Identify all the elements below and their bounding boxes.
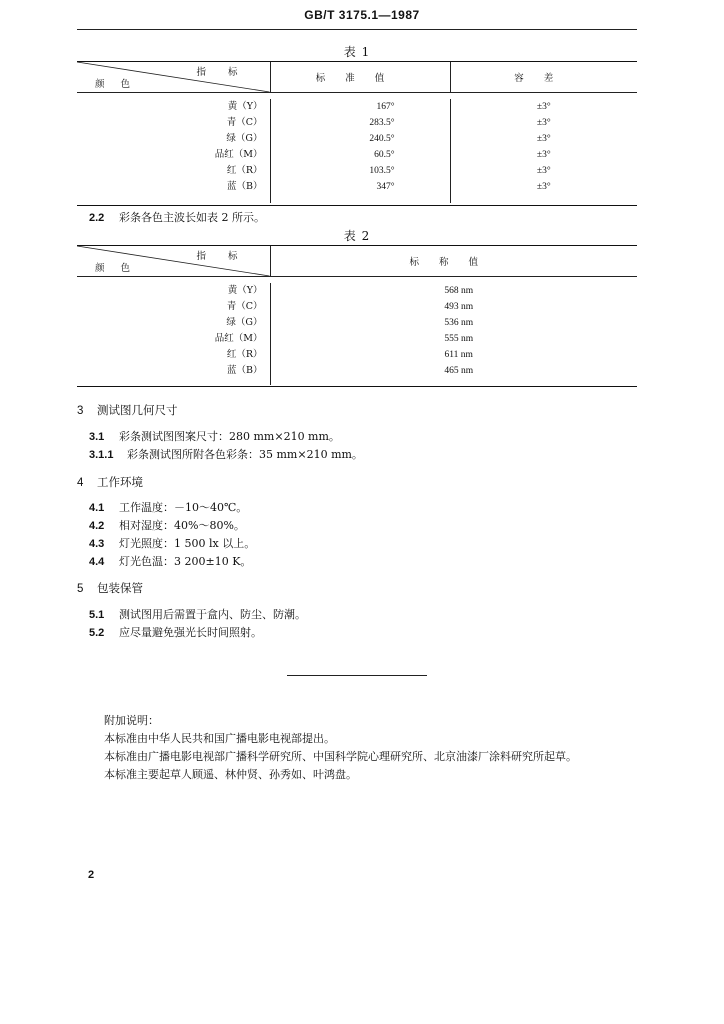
para-text: 彩条各色主波长如表 2 所示。 <box>119 211 265 224</box>
table-row <box>77 347 637 363</box>
standard-value-cell: 347° <box>270 179 450 195</box>
para-number: 4.4 <box>89 556 105 568</box>
section-title: 测试图几何尺寸 <box>97 403 178 417</box>
standard-value-cell: 103.5° <box>270 163 450 179</box>
para-number: 4.3 <box>89 538 105 550</box>
color-name-cell: 品红（M） <box>214 149 263 160</box>
color-name-cell: 蓝（B） <box>227 181 263 192</box>
table-row <box>77 131 637 147</box>
color-name-cell: 红（R） <box>226 165 263 176</box>
color-name-cell: 绿（G） <box>226 133 263 144</box>
standard-value-cell: 60.5° <box>270 147 450 163</box>
nominal-value-cell: 611 nm <box>270 347 637 363</box>
tolerance-cell: ±3° <box>450 99 637 115</box>
para-number: 5.1 <box>89 609 105 621</box>
para-number: 2.2 <box>89 212 105 224</box>
color-name-cell: 青（C） <box>226 117 263 128</box>
section-3-heading <box>77 402 178 418</box>
standard-value-cell: 240.5° <box>270 131 450 147</box>
header-rule <box>77 29 637 30</box>
notes-title: 附加说明： <box>104 714 159 727</box>
para-3-1 <box>89 428 340 444</box>
header-color-label: 颜色 <box>95 79 147 90</box>
para-text: 工作温度：－10～40℃。 <box>119 501 248 514</box>
table-row <box>77 299 637 315</box>
para-4-1 <box>89 499 247 515</box>
table-row <box>77 283 637 299</box>
para-5-2 <box>89 624 262 640</box>
standard-value-cell: 283.5° <box>270 115 450 131</box>
table-row <box>77 315 637 331</box>
color-name-cell: 绿（G） <box>226 317 263 328</box>
para-number: 3.1 <box>89 431 105 443</box>
para-text: 彩条测试图图案尺寸：280 mm×210 mm。 <box>119 430 340 443</box>
para-text: 彩条测试图所附各色彩条：35 mm×210 mm。 <box>127 448 363 461</box>
header-indicator-label: 指标 <box>196 251 260 262</box>
table2-header-diagonal-cell <box>77 246 270 277</box>
section-4-heading <box>77 474 143 490</box>
nominal-value-cell: 493 nm <box>270 299 637 315</box>
para-number: 4.2 <box>89 520 105 532</box>
para-4-3 <box>89 535 255 551</box>
table-row <box>77 99 637 115</box>
table-row <box>77 331 637 347</box>
end-separator-rule <box>287 675 427 676</box>
para-text: 灯光照度：1 500 lx 以上。 <box>119 537 256 550</box>
color-name-cell: 蓝（B） <box>227 365 263 376</box>
header-color-label: 颜色 <box>95 263 147 274</box>
table-row <box>77 147 637 163</box>
para-number: 5.2 <box>89 627 105 639</box>
section-number: 4 <box>77 477 84 489</box>
table1 <box>77 62 637 203</box>
para-text: 测试图用后需置于盒内、防尘、防潮。 <box>119 608 306 621</box>
standard-value-cell: 167° <box>270 99 450 115</box>
tolerance-cell: ±3° <box>450 131 637 147</box>
notes-line: 本标准由广播电影电视部广播科学研究所、中国科学院心理研究所、北京油漆厂涂料研究所起草。 <box>104 750 577 763</box>
table1-caption: 表 1 <box>343 45 371 59</box>
notes-line: 本标准由中华人民共和国广播电影电视部提出。 <box>104 732 335 745</box>
table-row <box>77 363 637 379</box>
table1-col-value: 标准值 <box>270 62 450 93</box>
para-4-4 <box>89 553 251 569</box>
color-name-cell: 青（C） <box>226 301 263 312</box>
para-text: 相对湿度：40%～80%。 <box>119 519 245 532</box>
para-text: 灯光色温：3 200±10 K。 <box>119 555 252 568</box>
standard-code-header: GB/T 3175.1—1987 <box>304 8 420 22</box>
table1-col-tolerance: 容差 <box>450 62 637 93</box>
para-3-1-1 <box>89 446 363 462</box>
color-name-cell: 黄（Y） <box>227 101 263 112</box>
para-5-1 <box>89 606 306 622</box>
nominal-value-cell: 536 nm <box>270 315 637 331</box>
para-text: 应尽量避免强光长时间照射。 <box>119 626 262 639</box>
header-indicator-label: 指标 <box>196 67 260 78</box>
table2-bottom-rule <box>77 386 637 387</box>
table-row <box>77 163 637 179</box>
tolerance-cell: ±3° <box>450 163 637 179</box>
para-2-2 <box>89 209 265 225</box>
section-5-heading <box>77 580 143 596</box>
nominal-value-cell: 555 nm <box>270 331 637 347</box>
tolerance-cell: ±3° <box>450 115 637 131</box>
color-name-cell: 品红（M） <box>214 333 263 344</box>
section-number: 3 <box>77 405 84 417</box>
para-number: 3.1.1 <box>89 449 114 461</box>
section-number: 5 <box>77 583 84 595</box>
tolerance-cell: ±3° <box>450 147 637 163</box>
tolerance-cell: ±3° <box>450 179 637 195</box>
table-row <box>77 115 637 131</box>
notes-line: 本标准主要起草人顾遥、林仲贤、孙秀如、叶鸿盘。 <box>104 768 357 781</box>
nominal-value-cell: 465 nm <box>270 363 637 379</box>
table2 <box>77 246 637 385</box>
section-title: 包装保管 <box>97 581 143 595</box>
nominal-value-cell: 568 nm <box>270 283 637 299</box>
color-name-cell: 红（R） <box>226 349 263 360</box>
para-4-2 <box>89 517 245 533</box>
table1-bottom-rule <box>77 205 637 206</box>
table2-col-nominal: 标称值 <box>270 246 637 277</box>
table-row <box>77 179 637 195</box>
table2-caption: 表 2 <box>343 229 371 243</box>
page-number: 2 <box>88 869 95 881</box>
para-number: 4.1 <box>89 502 105 514</box>
table1-header-diagonal-cell <box>77 62 270 93</box>
section-title: 工作环境 <box>97 475 143 489</box>
color-name-cell: 黄（Y） <box>227 285 263 296</box>
